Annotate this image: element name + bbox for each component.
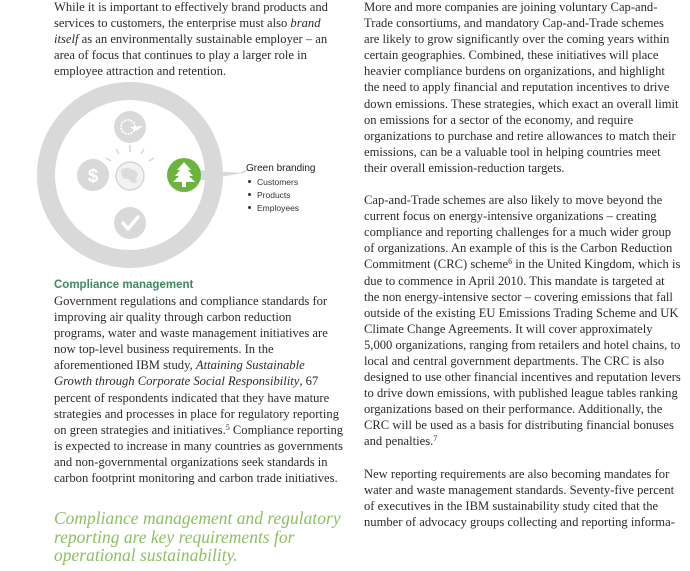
section-heading: Compliance management [54, 279, 194, 291]
cap-and-trade-paragraph: More and more companies are joining voluntary Cap-and-Trade consortiums, and mandatory Cap-and-Trade schemes are likely to grow significantly over the coming years within certain geographies. Combined, these initiatives will place heavier compliance burdens on organizations, and highlight the need to apply financial and reputation incentives to drive down emissions. These strategies, which exact an overall limit on emissions for a sector of the economy, and require organizations to purchase and retire allowances to match their emissions, can be a valuable tool in helping countries meet their overall emission-reduction targets. [364, 0, 679, 175]
footnote-ref: 7 [433, 434, 438, 444]
compliance-text: Government regulations and compliance standards for improving air quality through carbon reduction programs, water and waste management initiatives are now top-level business requirements. In the aforementioned IBM study, [54, 294, 328, 373]
callout-title: Green branding [246, 163, 316, 174]
callout-label [246, 163, 316, 215]
dollar-icon [77, 159, 109, 191]
compliance-text-2: , 67 percent of respondents indicated that they have mature strategies and processes in place for regulatory reporting on green strategies and initiatives. [54, 374, 340, 437]
intro-emphasis: brand itself [54, 16, 321, 47]
callout-item-label: Customers [257, 177, 299, 187]
callout-item-label: Products [257, 190, 291, 200]
compliance-paragraph [54, 293, 344, 486]
footnote-ref: 5 [225, 422, 230, 432]
callout-item [246, 176, 316, 189]
callout-item-label: Employees [257, 203, 300, 213]
intro-paragraph [54, 0, 344, 79]
pull-quote: Compliance management and regulatory reporting are key requirements for operational sustainability. [54, 508, 341, 565]
bullet-icon [248, 193, 251, 196]
reporting-paragraph: New reporting requirements are also becoming mandates for water and waste management standards. Seventy-five percent of executives in the IBM sustainability study cited that the number of advocacy groups collecting and reporting informa- [364, 466, 675, 529]
left-column [54, 0, 344, 79]
callout-item [246, 202, 316, 215]
checkmark-icon [114, 207, 146, 239]
svg-text:$: $ [87, 166, 99, 187]
intro-text-end: as an environmentally sustainable employer – an area of focus that continues to play a larger role in employee attraction and retention. [54, 32, 328, 79]
crc-text-2: in the United Kingdom, which is due to commence in April 2010. This mandate is targeted at the non energy-intensive sector – covering emissions that fall outside of the existing EU Emissions Trading Scheme and UK Climate Change Agreements. It will cover approximately 5,000 organizations, ranging from retailers and hotel chains, to local and central government departments. The CRC is also designed to use other financial incentives and reputation levers to drive down emissions, with published league tables ranking organizations based on their performance. Additionally, the CRC will be used as a basis for distributing financial bonuses and penalties. [364, 257, 681, 449]
bullet-icon [248, 180, 251, 183]
footnote-ref: 6 [508, 257, 513, 267]
study-title: Attaining Sustainable Growth through Corporate Social Responsibility [54, 358, 305, 389]
globe-icon [106, 145, 154, 190]
crc-text: Cap-and-Trade schemes are also likely to move beyond the current focus on energy-intensive organizations – creating compliance and reporting challenges for a much wider group of organizations. An example of this is the Carbon Reduction Commitment (CRC) scheme [364, 193, 673, 272]
callout-item [246, 189, 316, 202]
compliance-text-3: Compliance reporting is expected to increase in many countries as governments and non-governmental organizations seek standards in carbon footprint monitoring and carbon trade initiatives. [54, 422, 344, 486]
intro-text: While it is important to effectively brand products and services to customers, the enterprise must also [54, 0, 328, 31]
refresh-icon [114, 111, 146, 143]
crc-paragraph [364, 192, 682, 450]
tree-icon [167, 158, 201, 192]
right-column [364, 0, 682, 530]
callout-list [246, 176, 316, 215]
bullet-icon [248, 206, 251, 209]
